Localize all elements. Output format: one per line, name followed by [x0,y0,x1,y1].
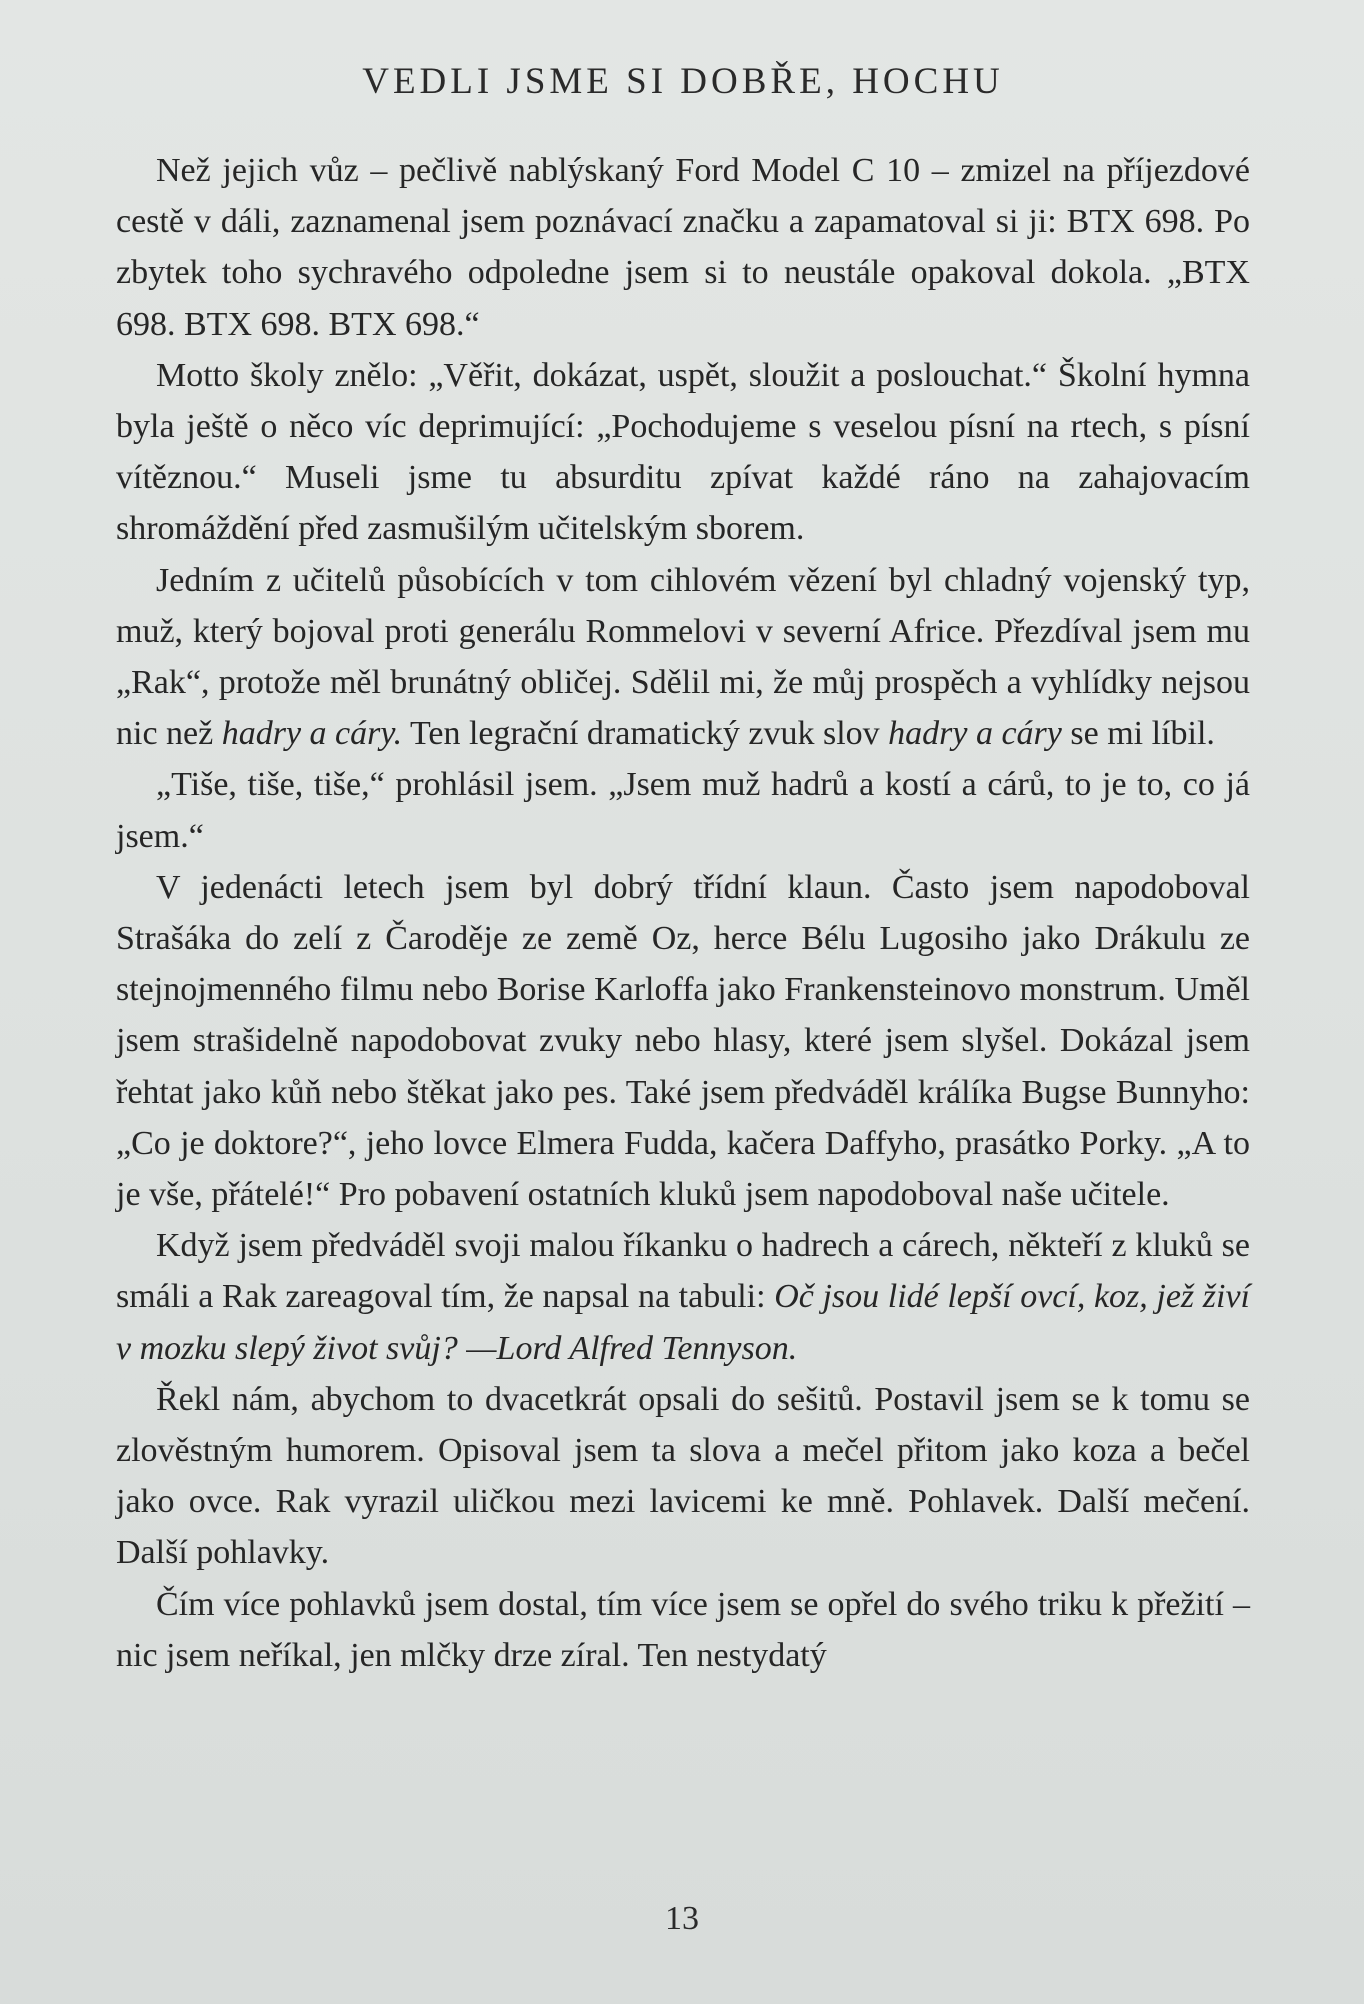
italic-phrase: hadry a cáry [888,715,1062,753]
tennyson-quote: Oč jsou lidé lepší ovcí, koz, jež živí v mozku slepý život svůj? —Lord Alfred Tennyson. [116,1278,1250,1367]
paragraph-3-text-a: Jedním z učitelů působících v tom cihlovém vězení byl chladný vojenský typ, muž, který bojoval proti generálu Rommelovi v severní Africe. Přezdíval jsem mu „Rak“, protože měl brunátný obličej. Sdělil mi, že můj prospěch a vyhlídky nejsou nic než [116,561,1250,753]
italic-phrase: hadry a cáry. [221,715,403,753]
paragraph-8: Čím více pohlavků jsem dostal, tím více jsem se opřel do svého triku k přežití – nic jsem neříkal, jen mlčky drze zíral. Ten nestydatý [116,1585,1250,1674]
paragraph-5: V jedenácti letech jsem byl dobrý třídní klaun. Často jsem napodoboval Strašáka do zelí z Čaroděje ze země Oz, herce Bélu Lugosiho jako Drákulu ze stejnojmenného filmu nebo Borise Karloffa jako Frankensteinovo monstrum. Uměl jsem strašidelně napodobovat zvuky nebo hlasy, které jsem slyšel. Dokázal jsem řehtat jako kůň nebo štěkat jako pes. Také jsem předváděl králíka Bugse Bunnyho: „Co je doktore?“, jeho lovce Elmera Fudda, kačera Daffyho, prasátko Porky. „A to je vše, přátelé!“ Pro pobavení ostatních kluků jsem napodoboval naše učitele. [116,868,1250,1214]
paragraph-6-text: Když jsem předváděl svoji malou říkanku o hadrech a cárech, někteří z kluků se smáli a Rak zareagoval tím, že napsal na tabuli: [116,1227,1250,1316]
paragraph-6 [116,1220,1250,1374]
body-text [116,145,1250,1681]
paragraph-1: Než jejich vůz – pečlivě nablýskaný Ford Model C 10 – zmizel na příjezdové cestě v dáli, zaznamenal jsem poznávací značku a zapamatoval si ji: BTX 698. Po zbytek toho sychravého odpoledne jsem si to neustále opakoval dokola. „BTX 698. BTX 698. BTX 698.“ [116,152,1250,343]
paragraph-3-text-c: se mi líbil. [1061,715,1215,753]
page-number: 13 [665,1900,699,1937]
paragraph-3 [116,555,1250,760]
paragraph-3-text-b: Ten legrační dramatický zvuk slov [402,715,889,753]
paragraph-2: Motto školy znělo: „Věřit, dokázat, uspět, sloužit a poslouchat.“ Školní hymna byla ještě o něco víc deprimující: „Pochodujeme s veselou písní na rtech, s písní vítěznou.“ Museli jsme tu absurditu zpívat každé ráno na zahajovacím shromáždění před zasmušilým učitelským sborem. [116,356,1250,548]
paragraph-7: Řekl nám, abychom to dvacetkrát opsali do sešitů. Postavil jsem se k tomu se zlověstným humorem. Opisoval jsem ta slova a mečel přitom jako koza a bečel jako ovce. Rak vyrazil uličkou mezi lavicemi ke mně. Pohlavek. Další mečení. Další pohlavky. [116,1380,1250,1572]
paragraph-4: „Tiše, tiše, tiše,“ prohlásil jsem. „Jsem muž hadrů a kostí a cárů, to je to, co já jsem.“ [116,766,1250,855]
running-head: VEDLI JSME SI DOBŘE, HOCHU [362,61,1004,102]
